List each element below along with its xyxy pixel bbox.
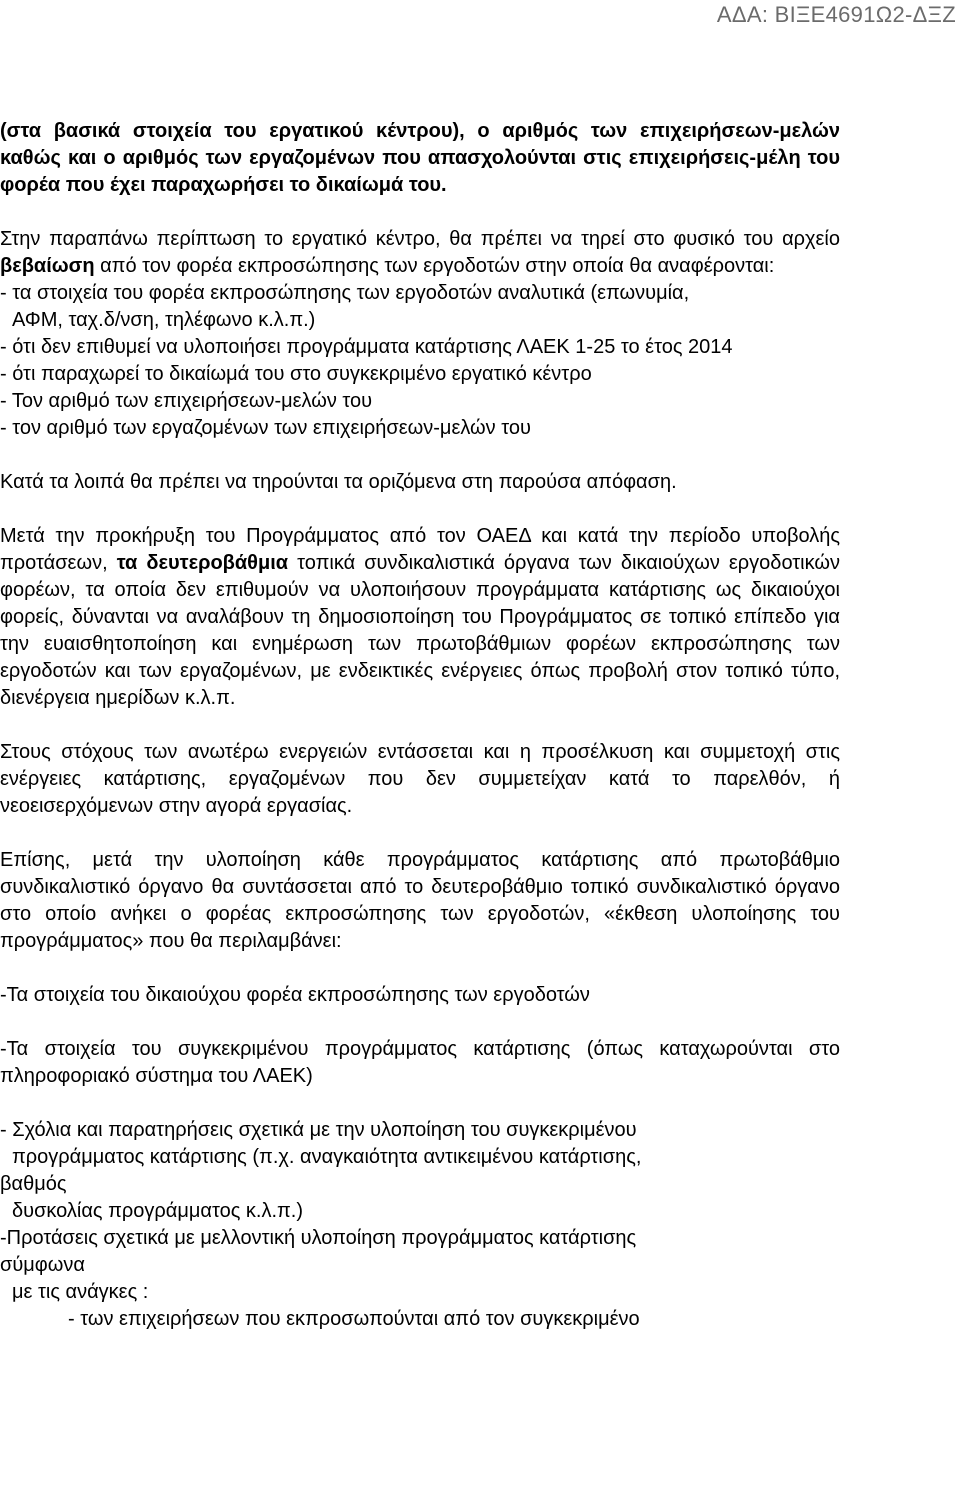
bold-certificate: βεβαίωση [0, 255, 95, 277]
paragraph-certificate [0, 226, 840, 280]
list-item: - Σχόλια και παρατηρήσεις σχετικά με την υλοποίηση του συγκεκριμένου [0, 1119, 637, 1141]
text-segment: από τον φορέα εκπροσώπησης των εργοδοτών στην οποία θα αναφέρονται: [94, 255, 775, 277]
paragraph-secondary-bodies [0, 523, 840, 712]
document-body [0, 118, 840, 1333]
list-item: - ότι δεν επιθυμεί να υλοποιήσει προγράμματα κατάρτισης ΛΑΕΚ 1-25 το έτος 2014 [0, 336, 733, 358]
list-item: ΑΦΜ, ταχ.δ/νση, τηλέφωνο κ.λ.π.) [12, 309, 316, 331]
paragraph-implementation-report: Επίσης, μετά την υλοποίηση κάθε προγράμματος κατάρτισης από πρωτοβάθμιο συνδικαλιστικό όργανο θα συντάσσεται από το δευτεροβάθμιο τοπικό συνδικαλιστικό όργανο στο οποίο ανήκει ο φορέας εκπροσώπησης των εργοδοτών, «έκθεση υλοποίησης του προγράμματος» που θα περιλαμβάνει: [0, 849, 840, 952]
list-item: σύμφωνα [0, 1254, 85, 1276]
report-item-program: -Τα στοιχεία του συγκεκριμένου προγράμματος κατάρτισης (όπως καταχωρούνται στο πληροφοριακό σύστημα του ΛΑΕΚ) [0, 1038, 840, 1087]
list-item: βαθμός [0, 1173, 67, 1195]
list-item: δυσκολίας προγράμματος κ.λ.π.) [12, 1200, 304, 1222]
list-item: - τα στοιχεία του φορέα εκπροσώπησης των εργοδοτών αναλυτικά (επωνυμία, [0, 282, 690, 304]
bold-secondary: τα δευτεροβάθμια [116, 552, 289, 574]
paragraph-targets: Στους στόχους των ανωτέρω ενεργειών εντάσσεται και η προσέλκυση και συμμετοχή στις ενέργειες κατάρτισης, εργαζομένων που δεν συμμετείχαν κατά το παρελθόν, ή νεοεισερχόμενων στην αγορά εργασίας. [0, 741, 840, 817]
list-item: -Προτάσεις σχετικά με μελλοντική υλοποίηση προγράμματος κατάρτισης [0, 1227, 637, 1249]
text-segment: Στην παραπάνω περίπτωση το εργατικό κέντρο, θα πρέπει να τηρεί στο φυσικό του αρχείο [0, 228, 840, 250]
text-segment: τοπικά συνδικαλιστικά όργανα των δικαιούχων εργοδοτικών φορέων, τα οποία δεν επιθυμούν να υλοποιήσουν προγράμματα κατάρτισης ως δικαιούχοι φορείς, δύνανται να αναλάβουν τη δημοσιοποίηση του Προγράμματος σε τοπικό επίπεδο για την ευαισθητοποίηση και ενημέρωση των πρωτοβάθμιων φορέων εκπροσώπησης των εργοδοτών και των εργαζομένων, με ενδεικτικές ενέργειες όπως προβολή στον τοπικό τύπο, διενέργεια ημερίδων κ.λ.π. [0, 552, 840, 709]
list-item: προγράμματος κατάρτισης (π.χ. αναγκαιότητα αντικειμένου κατάρτισης, [12, 1146, 642, 1168]
paragraph-other-terms: Κατά τα λοιπά θα πρέπει να τηρούνται τα οριζόμενα στη παρούσα απόφαση. [0, 471, 677, 493]
paragraph-workers-center-info: (στα βασικά στοιχεία του εργατικού κέντρου), ο αριθμός των επιχειρήσεων-μελών καθώς και ο αριθμός των εργαζομένων που απασχολούνται στις επιχειρήσεις-μέλη του φορέα που έχει παραχωρήσει το δικαίωμά του. [0, 120, 840, 196]
report-item-beneficiary: -Τα στοιχεία του δικαιούχου φορέα εκπροσώπησης των εργοδοτών [0, 984, 590, 1006]
ada-code: ΑΔΑ: ΒΙΞΕ4691Ω2-ΔΞΖ [716, 2, 956, 27]
list-item: - Τον αριθμό των επιχειρήσεων-μελών του [0, 390, 373, 412]
text-segment: Μετά την προκήρυξη του Προγράμματος από τον ΟΑΕΔ και κατά την περίοδο υποβολής προτάσεων, [0, 525, 840, 574]
list-item: με τις ανάγκες : [12, 1281, 149, 1303]
list-item: - των επιχειρήσεων που εκπροσωπούνται από τον συγκεκριμένο [68, 1308, 640, 1330]
list-item: - τον αριθμό των εργαζομένων των επιχειρήσεων-μελών του [0, 417, 531, 439]
list-item: - ότι παραχωρεί το δικαίωμά του στο συγκεκριμένο εργατικό κέντρο [0, 363, 592, 385]
